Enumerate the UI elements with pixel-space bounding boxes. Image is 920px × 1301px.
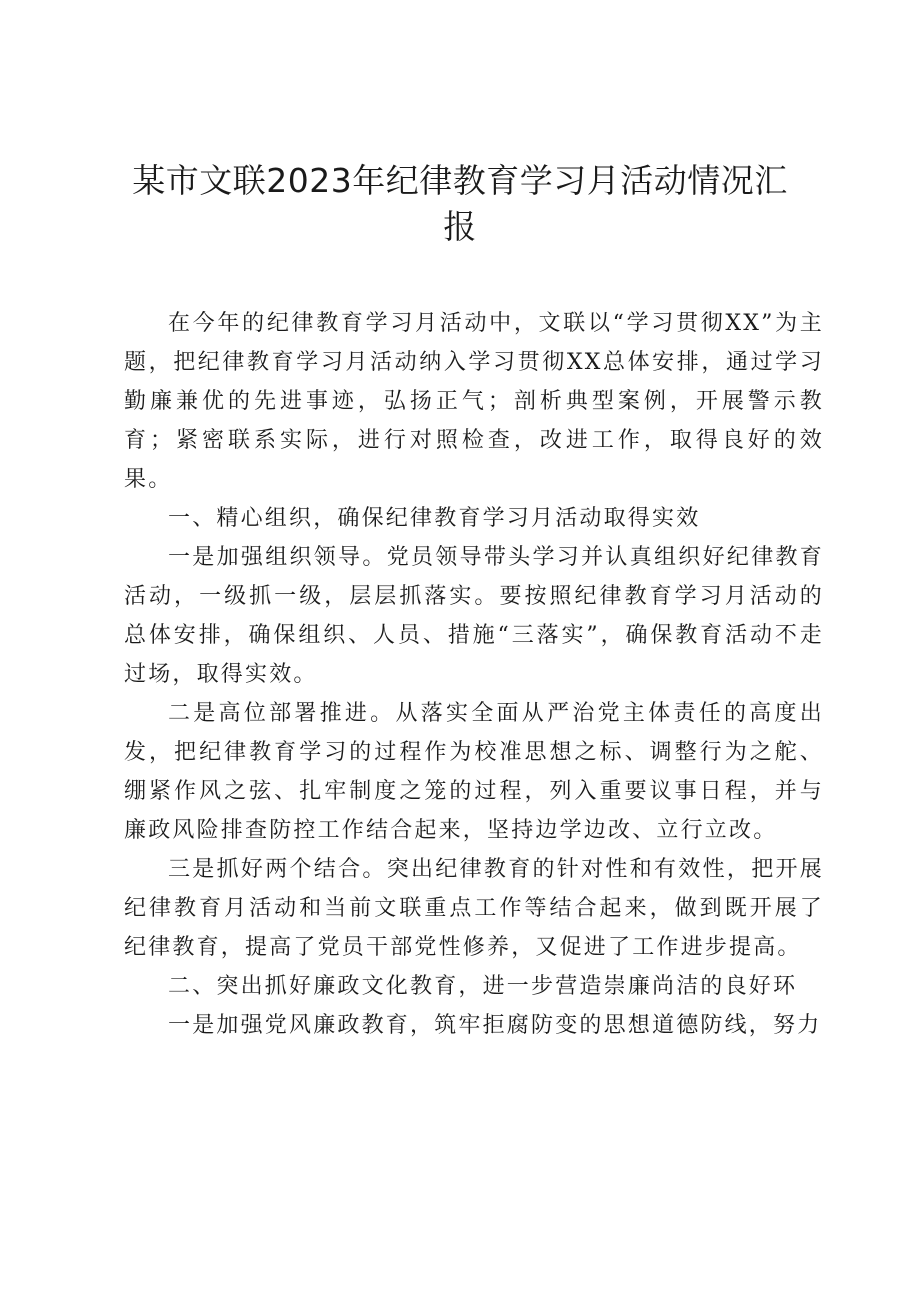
paragraph-1-2: 二是高位部署推进。从落实全面从严治党主体责任的高度出发，把纪律教育学习的过程作为校准思想之标、调整行为之舵、绷紧作风之弦、扎牢制度之笼的过程，列入重要议事日程，并与廉政风险排查防控工作结合起来，坚持边学边改、立行立改。 (124, 701, 824, 843)
section-heading-2: 二、突出抓好廉政文化教育，进一步营造崇廉尚洁的良好环 (168, 974, 798, 999)
paragraph-intro: 在今年的纪律教育学习月活动中，文联以“学习贯彻XX”为主题，把纪律教育学习月活动纳入学习贯彻XX总体安排，通过学习勤廉兼优的先进事迹，弘扬正气；剖析典型案例，开展警示教育；紧密联系实际，进行对照检查，改进工作，取得良好的效果。 (124, 311, 824, 492)
section-heading-1: 一、精心组织，确保纪律教育学习月活动取得实效 (168, 506, 701, 531)
paragraph-1-1: 一是加强组织领导。党员领导带头学习并认真组织好纪律教育活动，一级抓一级，层层抓落实。要按照纪律教育学习月活动的总体安排，确保组织、人员、措施“三落实”，确保教育活动不走过场，取得实效。 (124, 545, 824, 687)
document-body (124, 304, 824, 1045)
document-title: 某市文联2023年纪律教育学习月活动情况汇报 (132, 161, 788, 246)
paragraph-2-1: 一是加强党风廉政教育，筑牢拒腐防变的思想道德防线，努力 (168, 1013, 822, 1038)
paragraph-1-3: 三是抓好两个结合。突出纪律教育的针对性和有效性，把开展纪律教育月活动和当前文联重点工作等结合起来，做到既开展了纪律教育，提高了党员干部党性修养，又促进了工作进步提高。 (124, 857, 824, 960)
